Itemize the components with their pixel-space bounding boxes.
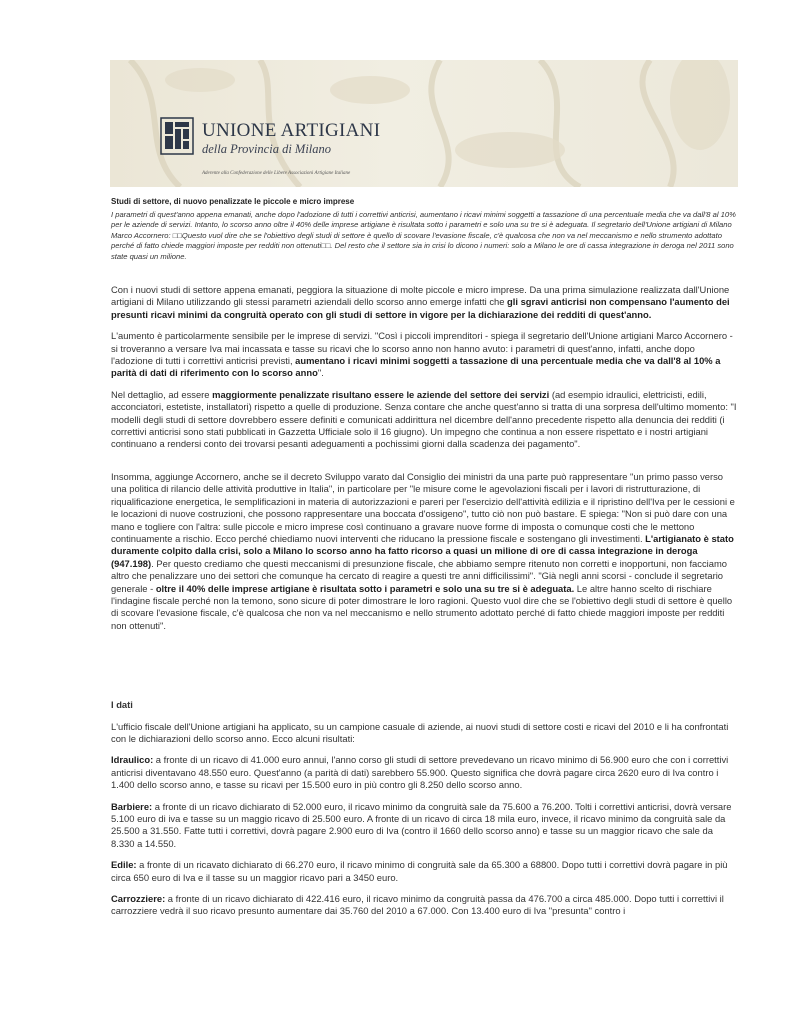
case-edile: Edile: a fronte di un ricavato dichiarato di 66.270 euro, il ricavo minimo di congruità sale da 65.300 a 68800. Dopo tutti i correttivi dovrà pagare in più circa 650 euro di Iva e il tasse su un maggior ricavo pari a 3450 euro. — [111, 859, 728, 883]
org-subtitle: della Provincia di Milano — [202, 142, 332, 156]
org-name: UNIONE ARTIGIANI — [202, 120, 381, 141]
case-barbiere: Barbiere: a fronte di un ricavo dichiarato di 52.000 euro, il ricavo minimo da congruità sale da 75.600 a 76.200. Tolti i correttivi anticrisi, dovrà versare 5.100 euro di iva e tasse su un maggio ricavo di 25.500 euro. A fronte di un ricavo di circa 18 mila euro, invece, il ricavo minimo da congruità sale da 25.500 a 31.550. Fatte tutti i correttivi, dovrà pagare 2.900 euro di Iva (contro il 1660 dello scorso anno) e tasse su un maggior ricavo che sale da 8.330 a 14.550. — [111, 800, 732, 849]
case-idraulico: Idraulico: a fronte di un ricavo di 41.000 euro annui, l'anno corso gli studi di settore prevedevano un ricavo minimo di 56.900 euro che con i correttivi anticrisi diventavano 48.550 euro. Quest'anno (a parità di dati) sarebbero 55.900. Questo significa che dovrà pagare circa 2620 euro di Iva contro i 1.400 dello scorso anno, e tasse su ricavi per 15.500 euro in più contro gli 8.250 dello scorso anno. — [111, 754, 729, 791]
paragraph-4: Insomma, aggiunge Accornero, anche se il decreto Sviluppo varato dal Consiglio dei ministri da una parte può rappresentare "un primo passo verso una politica di rilancio delle attività produttive in Italia", in particolare per "le misure come le agevolazioni fiscali per i lavori di ristrutturazione, di riqualificazione energetica, le semplificazioni in materia di autorizzazioni e pareri per l'esercizio dell'attività edilizia e il ripristino dell'Iva per le cessioni e le locazioni di nuove costruzioni, che possono rappresentare una boccata d'ossigeno", tutto ciò non può bastare. E spiega: "Non si può dare con una mano e togliere con l'altra: sulle piccole e micro imprese così continuano a gravare nuove forme di imposta o comunque costi che le mettono continuamente a rischio. Ecco perché chiediamo nuovi interventi che riducano la pressione fiscale e sostengano gli investimenti. L'artigianato è stato duramente colpito dalla crisi, solo a Milano lo scorso anno ha fatto ricorso a quasi un milione di ore di cassa integrazione in deroga (947.198). Per questo crediamo che questi meccanismi di presunzione fiscale, che abbiamo sempre ritenuto non corretti e inopportuni, non facciamo altro che penalizzare uno dei settori che comunque ha cercato di reagire a questi tre anni difficilissimi". "Già negli anni scorsi - conclude il segretario generale - oltre il 40% delle imprese artigiane è risultata sotto i parametri e solo una su tre si è adeguata. Le altre hanno scelto di rischiare l'indagine fiscale perché non la temono, sono sicure di poter dimostrare le loro ragioni. Questo vuol dire che se l'obiettivo degli studi di settore è quello di scovare l'evasione fiscale, c'è qualcosa che non va nel meccanismo e nello strumento adottato perché di fatto chiede maggiori imposte per redditi non ottenuti". — [111, 470, 735, 631]
case-carrozziere: Carrozziere: a fronte di un ricavo dichiarato di 422.416 euro, il ricavo minimo da congruità passa da 476.700 a circa 485.000. Dopo tutti i correttivi il carrozziere vedrà il suo ricavo presunto aumentare dai 35.760 del 2010 a 67.000. Con 13.400 euro di Iva "presunta" contro i — [111, 893, 724, 917]
header-banner — [110, 60, 738, 187]
article-lead: I parametri di quest'anno appena emanati, anche dopo l'adozione di tutti i correttivi anticrisi, aumentano i ricavi minimi soggetti a tassazione di una percentuale media che va dall'8 al 10% per le aziende di servizi. Intanto, lo scorso anno oltre il 40% delle imprese artigiane è risultata sotto i parametri e solo una su tre si è adeguata. Il segretario dell'Unione artigiani di Milano Marco Accornero: □□Questo vuol dire che se l'obiettivo degli studi di settore è quello di scovare l'evasione fiscale, c'è qualcosa che non va nel meccanismo e nello strumento adottato perché di fatto chiede maggiori imposte per redditi non ottenuti□□. Del resto che il settore sia in crisi lo dicono i numeri: solo a Milano le ore di cassa integrazione in deroga nel 2011 sono state quasi un milione. — [111, 210, 736, 261]
paragraph-2: L'aumento è particolarmente sensibile per le imprese di servizi. "Così i piccoli imprenditori - spiega il segretario dell'Unione artigiani Marco Accornero - si troveranno a versare Iva mai incassata e tasse su ricavi che lo scorso anno non hanno avuto: i parametri di quest'anno, infatti, anche dopo l'adozione di tutti i correttivi anticrisi previsti, aumentano i ricavi minimi soggetti a tassazione di una percentuale media che va dall'8 al 10% a parità di dati di riferimento con lo scorso anno". — [111, 330, 733, 379]
org-tagline: Aderente alla Confederazione delle Libere Associazioni Artigiane Italiane — [202, 171, 351, 176]
paragraph-1: Con i nuovi studi di settore appena emanati, peggiora la situazione di molte piccole e micro imprese. Da una prima simulazione realizzata dall'Unione artigiani di Milano utilizzando gli stessi parametri aziendali dello scorso anno emerge infatti che gli sgravi anticrisi non compensano l'aumento dei presunti ricavi minimi da congruità operato con gli studi di settore in vigore per la dichiarazione dei redditi di quest'anno. — [111, 284, 730, 320]
paragraph-3: Nel dettaglio, ad essere maggiormente penalizzate risultano essere le aziende del settore dei servizi (ad esempio idraulici, elettricisti, edili, acconciatori, estetiste, installatori) rispetto a quelle di produzione. Senza contare che anche quest'anno si tratta di una sorpresa dell'ultimo momento: "I modelli degli studi di settore dovrebbero essere definiti e comunicati addirittura nel dicembre dell'anno precedente rispetto alla denuncia dei redditi (i correttivi anticrisi sono stati pubblicati in Gazzetta Ufficiale solo il 16 giugno). Un impegno che continua a non essere rispettato e i nostri artigiani continuano a rendersi conto dei trovarsi pesanti adeguamenti a pochissimi giorni dalla scadenza dei pagamento". — [111, 388, 737, 450]
article-title: Studi di settore, di nuovo penalizzate le piccole e micro imprese — [111, 197, 355, 206]
dati-intro: L'ufficio fiscale dell'Unione artigiani ha applicato, su un campione casuale di aziende, ai nuovi studi di settore costi e ricavi del 2010 e li ha confrontati con le dichiarazioni dello scorso anno. Ecco alcuni risultati: — [111, 720, 729, 744]
union-logo-icon — [160, 116, 194, 156]
dati-heading: I dati — [111, 699, 133, 711]
article-body — [111, 284, 737, 927]
